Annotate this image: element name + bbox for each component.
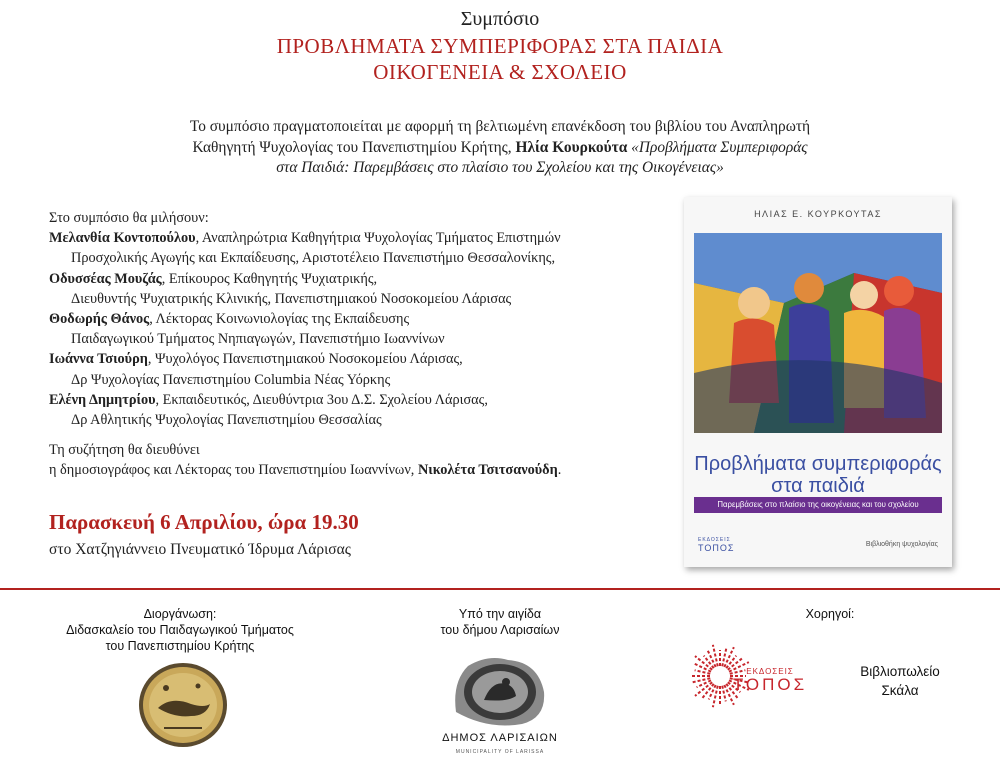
speaker-name: Οδυσσέας Μουζάς (49, 270, 162, 287)
book-title (684, 453, 952, 497)
moderator-line1: Τη συζήτηση θα διευθύνει (49, 442, 200, 458)
speaker-name: Θοδωρής Θάνος (49, 311, 150, 328)
aegis-line1: Υπό την αιγίδα (458, 607, 542, 621)
speakers-list (49, 208, 659, 430)
larissa-coin-emblem (448, 652, 550, 728)
speaker-rows (49, 228, 659, 430)
intro-line2-text: Καθηγητή Ψυχολογίας του Πανεπιστημίου Κρήτης, (192, 138, 516, 156)
book-subtitle-band: Παρεμβάσεις στο πλαίσιο της οικογένειας και του σχολείου (694, 497, 942, 513)
book-cover-painting (694, 233, 942, 433)
topos-name: ΤΟΠΟΣ (732, 675, 808, 694)
municipality-name: ΔΗΜΟΣ ΛΑΡΙΣΑΙΩΝ (442, 732, 558, 744)
speaker-entry-line1 (49, 309, 659, 329)
speaker-affiliation: Προσχολικής Αγωγής και Εκπαίδευσης, Αριστοτέλειο Πανεπιστήμιο Θεσσαλονίκης, (71, 250, 556, 267)
topos-ray (694, 663, 711, 671)
event-date: Παρασκευή 6 Απριλίου, ώρα 19.30 (49, 510, 359, 534)
topos-ray (695, 670, 711, 674)
sponsors-heading: Χορηγοί: (805, 607, 855, 621)
organizer-line1: Διδασκαλείο του Παιδαγωγικού Τμήματος (66, 623, 294, 637)
book-publisher (698, 537, 734, 553)
book-publisher-name: ΤΟΠΟΣ (698, 543, 735, 553)
organizer-heading: Διοργάνωση: (143, 607, 217, 621)
topos-publisher-logo (690, 636, 820, 712)
organizer-seal-emblem (136, 660, 230, 750)
book-author: ΗΛΙΑΣ Ε. ΚΟΥΡΚΟΥΤΑΣ (754, 209, 882, 219)
footer-divider (0, 588, 1000, 590)
speaker-entry-line1 (49, 269, 659, 289)
speaker-entry-line1 (49, 390, 659, 410)
speaker-affiliation: Δρ Αθλητικής Ψυχολογίας Πανεπιστημίου Θεσσαλίας (71, 412, 382, 429)
bookshop-line1: Βιβλιοπωλείο (860, 664, 940, 679)
intro-line2 (130, 138, 870, 159)
page-title-line2: ΟΙΚΟΓΕΝΕΙΑ & ΣΧΟΛΕΙΟ (373, 60, 627, 84)
moderator-name: Νικολέτα Τσιτσανούδη (417, 462, 558, 479)
book-cover (684, 197, 952, 567)
speaker-affiliation: Παιδαγωγικού Τμήματος Νηπιαγωγών, Πανεπιστήμιο Ιωαννίνων (71, 331, 445, 348)
speaker-title: , Αναπληρώτρια Καθηγήτρια Ψυχολογίας Τμήματος Επιστημών (195, 230, 561, 247)
topos-ray (713, 645, 718, 666)
intro-author-name: Ηλία Κουρκούτα (515, 138, 628, 156)
symposium-kicker: Συμπόσιο (460, 8, 540, 30)
book-title-line2: στα παιδιά (771, 475, 865, 497)
moderator-end: . (557, 462, 562, 479)
intro-book-title-end: στα Παιδιά: Παρεμβάσεις στο πλαίσιο του Σχολείου και της Οικογένειας» (276, 159, 724, 176)
moderator-block (49, 440, 669, 480)
page-title-line1: ΠΡΟΒΛΗΜΑΤΑ ΣΥΜΠΕΡΙΦΟΡΑΣ ΣΤΑ ΠΑΙΔΙΑ (276, 34, 724, 58)
speaker-affiliation: Διευθυντής Ψυχιατρικής Κλινικής, Πανεπιστημιακού Νοσοκομείου Λάρισας (71, 290, 512, 307)
speaker-title: , Εκπαιδευτικός, Διευθύντρια 3ου Δ.Σ. Σχολείου Λάρισας, (155, 391, 488, 408)
speaker-name: Μελανθία Κοντοπούλου (49, 230, 196, 247)
book-title-line1: Προβλήματα συμπεριφοράς (694, 453, 942, 475)
intro-book-title-start: «Προβλήματα Συμπεριφοράς (627, 138, 808, 156)
organizer-line2: του Πανεπιστημίου Κρήτης (105, 639, 255, 653)
municipality-subtitle: MUNICIPALITY OF LARISSA (455, 749, 545, 755)
intro-paragraph (130, 117, 870, 179)
speaker-name: Ελένη Δημητρίου (49, 391, 156, 408)
intro-line1: Το συμπόσιο πραγματοποιείται με αφορμή τη βελτιωμένη επανέκδοση του βιβλίου του Αναπληρωτή (189, 118, 811, 135)
topos-ray (692, 678, 711, 682)
moderator-line2 (49, 460, 669, 480)
topos-ray (713, 686, 718, 707)
book-series: Βιβλιοθήκη ψυχολογίας (865, 541, 938, 548)
topos-ray (707, 650, 715, 667)
book-publisher-small: ΕΚΔΟΣΕΙΣ (698, 537, 731, 543)
speaker-name: Ιωάννα Τσιούρη (49, 351, 148, 368)
topos-ray (730, 670, 746, 674)
speaker-title: , Επίκουρος Καθηγητής Ψυχιατρικής, (161, 270, 378, 287)
aegis-line2: του δήμου Λαρισαίων (440, 623, 560, 637)
topos-small-label: ΕΚΔΟΣΕΙΣ (746, 667, 794, 676)
intro-line3 (130, 158, 870, 179)
organizer-block (50, 606, 310, 654)
speakers-heading: Στο συμπόσιο θα μιλήσουν: (49, 210, 209, 226)
speaker-entry-line1 (49, 228, 659, 248)
aegis-block (400, 606, 600, 638)
event-venue: στο Χατζηγιάννειο Πνευματικό Ίδρυμα Λάρισας (49, 541, 351, 558)
speaker-title: , Λέκτορας Κοινωνιολογίας της Εκπαίδευσης (149, 311, 410, 328)
bookshop-line2: Σκάλα (881, 683, 919, 698)
speaker-entry-line1 (49, 349, 659, 369)
topos-ray (722, 648, 726, 667)
speaker-affiliation: Δρ Ψυχολογίας Πανεπιστημίου Columbia Νέας Υόρκης (71, 371, 391, 388)
bookshop-sponsor (840, 662, 960, 700)
topos-ray (722, 686, 726, 702)
speaker-title: , Ψυχολόγος Πανεπιστημιακού Νοσοκομείου Λάρισας, (147, 351, 463, 368)
moderator-role: η δημοσιογράφος και Λέκτορας του Πανεπιστημίου Ιωαννίνων, (49, 462, 418, 479)
